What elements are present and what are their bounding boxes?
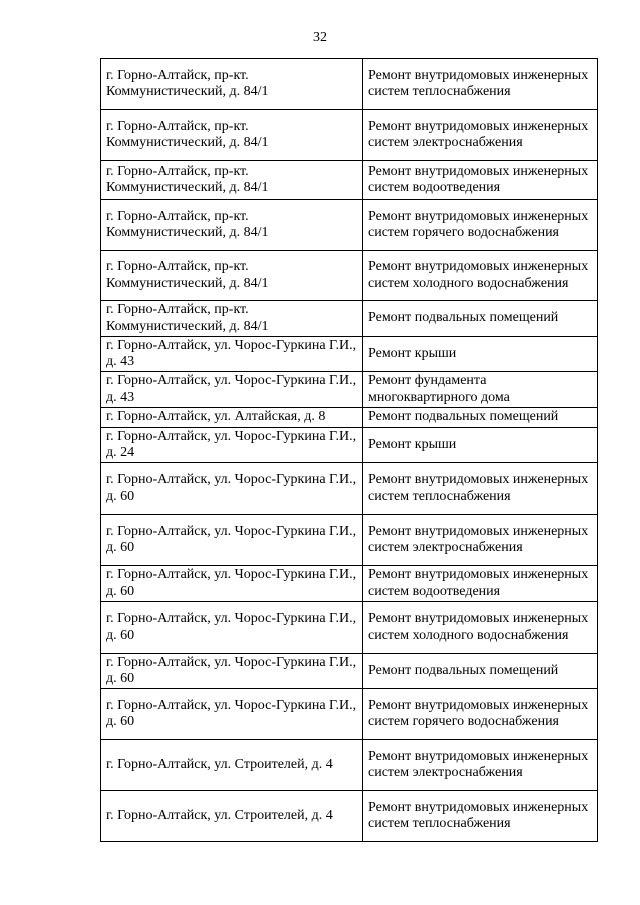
work-cell: Ремонт внутридомовых инженерных систем электроснабжения <box>363 740 598 791</box>
table-row <box>101 161 598 200</box>
work-cell: Ремонт крыши <box>363 428 598 463</box>
table-row <box>101 372 598 408</box>
work-cell: Ремонт внутридомовых инженерных систем холодного водоснабжения <box>363 602 598 654</box>
work-cell: Ремонт фундамента многоквартирного дома <box>363 372 598 408</box>
address-cell: г. Горно-Алтайск, ул. Чорос-Гуркина Г.И., д. 60 <box>101 602 363 654</box>
address-cell: г. Горно-Алтайск, пр-кт. Коммунистический, д. 84/1 <box>101 161 363 200</box>
work-cell: Ремонт внутридомовых инженерных систем водоотведения <box>363 161 598 200</box>
work-cell: Ремонт внутридомовых инженерных систем горячего водоснабжения <box>363 689 598 740</box>
table-row <box>101 463 598 515</box>
work-cell: Ремонт подвальных помещений <box>363 408 598 428</box>
table-row <box>101 740 598 791</box>
table-row <box>101 408 598 428</box>
table-row <box>101 251 598 301</box>
table-row <box>101 689 598 740</box>
address-cell: г. Горно-Алтайск, ул. Чорос-Гуркина Г.И., д. 24 <box>101 428 363 463</box>
address-cell: г. Горно-Алтайск, ул. Чорос-Гуркина Г.И., д. 43 <box>101 337 363 372</box>
address-cell: г. Горно-Алтайск, ул. Строителей, д. 4 <box>101 740 363 791</box>
page-number: 32 <box>313 30 327 45</box>
address-cell: г. Горно-Алтайск, пр-кт. Коммунистический, д. 84/1 <box>101 251 363 301</box>
table-row <box>101 428 598 463</box>
address-cell: г. Горно-Алтайск, ул. Чорос-Гуркина Г.И., д. 60 <box>101 463 363 515</box>
work-cell: Ремонт внутридомовых инженерных систем электроснабжения <box>363 515 598 566</box>
table-row <box>101 654 598 689</box>
table-row <box>101 791 598 842</box>
address-cell: г. Горно-Алтайск, ул. Чорос-Гуркина Г.И., д. 60 <box>101 515 363 566</box>
work-cell: Ремонт внутридомовых инженерных систем теплоснабжения <box>363 59 598 110</box>
work-cell: Ремонт внутридомовых инженерных систем теплоснабжения <box>363 791 598 842</box>
address-cell: г. Горно-Алтайск, ул. Строителей, д. 4 <box>101 791 363 842</box>
work-cell: Ремонт внутридомовых инженерных систем холодного водоснабжения <box>363 251 598 301</box>
table-row <box>101 200 598 251</box>
repair-works-table <box>100 58 598 842</box>
table-row <box>101 59 598 110</box>
table-row <box>101 110 598 161</box>
address-cell: г. Горно-Алтайск, ул. Чорос-Гуркина Г.И., д. 60 <box>101 566 363 602</box>
table-row <box>101 566 598 602</box>
address-cell: г. Горно-Алтайск, ул. Чорос-Гуркина Г.И., д. 60 <box>101 689 363 740</box>
work-cell: Ремонт внутридомовых инженерных систем горячего водоснабжения <box>363 200 598 251</box>
address-cell: г. Горно-Алтайск, пр-кт. Коммунистический, д. 84/1 <box>101 200 363 251</box>
work-cell: Ремонт крыши <box>363 337 598 372</box>
table-row <box>101 337 598 372</box>
address-cell: г. Горно-Алтайск, ул. Чорос-Гуркина Г.И., д. 43 <box>101 372 363 408</box>
work-cell: Ремонт подвальных помещений <box>363 301 598 337</box>
table-row <box>101 515 598 566</box>
address-cell: г. Горно-Алтайск, пр-кт. Коммунистический, д. 84/1 <box>101 110 363 161</box>
address-cell: г. Горно-Алтайск, пр-кт. Коммунистический, д. 84/1 <box>101 59 363 110</box>
address-cell: г. Горно-Алтайск, ул. Чорос-Гуркина Г.И., д. 60 <box>101 654 363 689</box>
table-row <box>101 301 598 337</box>
work-cell: Ремонт внутридомовых инженерных систем водоотведения <box>363 566 598 602</box>
address-cell: г. Горно-Алтайск, пр-кт. Коммунистический, д. 84/1 <box>101 301 363 337</box>
address-cell: г. Горно-Алтайск, ул. Алтайская, д. 8 <box>101 408 363 428</box>
table-row <box>101 602 598 654</box>
work-cell: Ремонт внутридомовых инженерных систем теплоснабжения <box>363 463 598 515</box>
work-cell: Ремонт подвальных помещений <box>363 654 598 689</box>
work-cell: Ремонт внутридомовых инженерных систем электроснабжения <box>363 110 598 161</box>
